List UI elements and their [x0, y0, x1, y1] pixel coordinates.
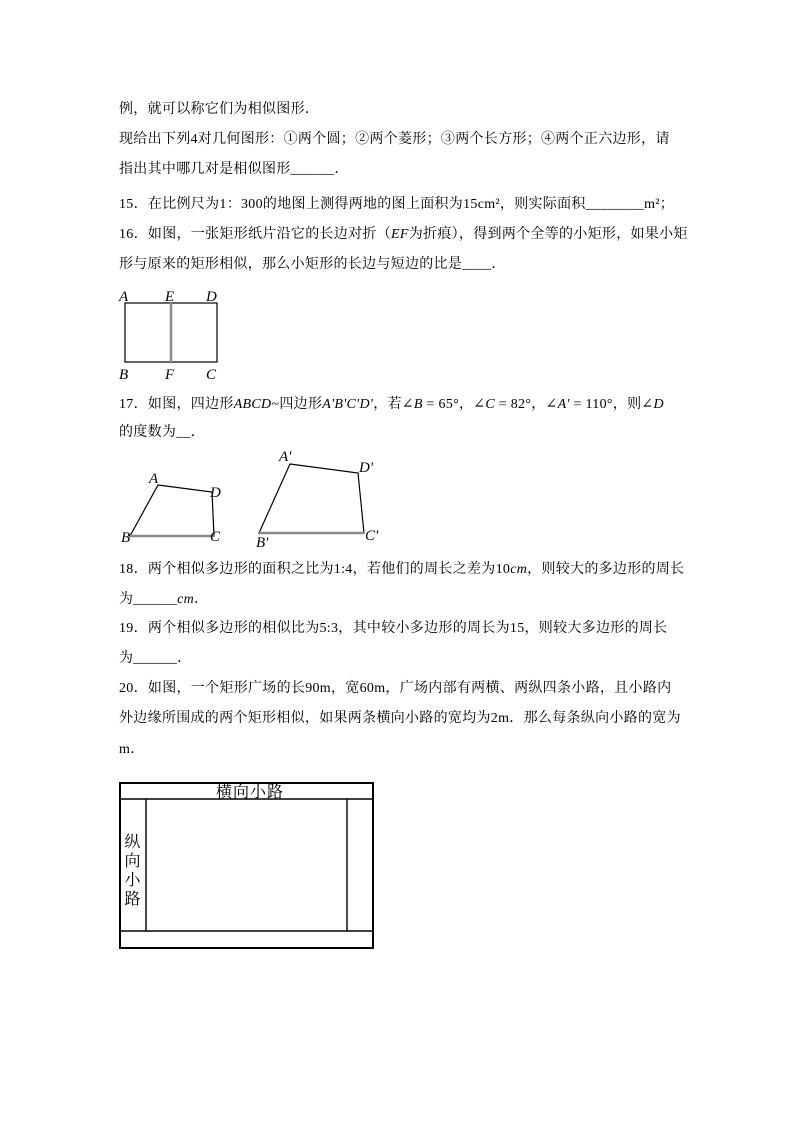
figure-q16-folded-rectangle [110, 283, 345, 391]
question-19-line-1 [119, 620, 679, 638]
vertical-path-label-char-4: 路 [124, 891, 142, 908]
figure-q17-similar-quadrilaterals [110, 445, 395, 557]
q19-text-b: 为______． [119, 651, 192, 666]
label-A: A [149, 471, 159, 487]
label-D: D [210, 485, 221, 501]
question-18-line-1 [119, 561, 685, 579]
q16-text-c: 形与原来的矩形相似，那么小矩形的长边与短边的比是____． [119, 257, 506, 272]
q17-math-angle-b: B [413, 397, 423, 412]
q17-math-angle-d: D [653, 397, 664, 412]
q17-text-a: 17．如图，四边形 [119, 397, 234, 412]
q17-text-e: = 82°，∠ [494, 397, 558, 412]
label-D-prime: D' [359, 460, 374, 476]
q18-math-cm-1: cm [510, 562, 528, 577]
intro-line-2 [119, 131, 679, 149]
q17-math-abcd-prime: A'B'C'D' [322, 397, 374, 412]
q17-text-d: = 65°，∠ [422, 397, 486, 412]
intro-line-1 [119, 101, 679, 119]
quad-abcd [130, 485, 214, 536]
label-C-prime: C' [365, 528, 379, 544]
q15-text: 15．在比例尺为1：300的地图上测得两地的图上面积为15cm²，则实际面积________m²； [119, 197, 675, 212]
q20-text-c: m． [119, 742, 145, 757]
question-17-line-1 [119, 396, 679, 414]
plaza-outer-rectangle [120, 783, 373, 948]
vertical-path-label-char-2: 向 [124, 853, 142, 870]
question-16-line-1 [119, 226, 688, 244]
q17-text-c: ，若∠ [373, 397, 414, 412]
question-16-line-2 [119, 256, 679, 274]
q18-math-cm-2: cm [177, 592, 195, 607]
q17-text-f: = 110°，则∠ [569, 397, 654, 412]
q16-math-ef: EF [391, 227, 409, 242]
question-19-line-2 [119, 650, 679, 668]
label-B: B [119, 367, 129, 383]
q17-math-angle-a-prime: A' [557, 397, 570, 412]
q18-text-c: 为______ [119, 592, 178, 607]
q17-math-abcd: ABCD [233, 397, 272, 412]
q17-math-angle-c: C [485, 397, 495, 412]
q16-text-a: 16．如图，一张矩形纸片沿它的长边对折（ [119, 227, 391, 242]
q18-text-d: ． [194, 592, 209, 607]
label-E: E [165, 289, 175, 305]
figure-q20-plaza-paths [110, 775, 400, 960]
q20-text-b: 外边缘所围成的两个矩形相似，如果两条横向小路的宽均为2m．那么每条纵向小路的宽为 [119, 711, 681, 726]
question-20-line-1 [119, 680, 679, 698]
label-B: B [121, 530, 131, 546]
quad-abcd-prime [259, 464, 364, 533]
question-20-line-2 [119, 710, 679, 728]
q17-text-b: ~四边形 [271, 397, 323, 412]
q20-text-a: 20．如图，一个矩形广场的长90m，宽60m，广场内部有两横、两纵四条小路，且小路内 [119, 681, 672, 696]
question-17-line-2 [119, 424, 679, 442]
label-D: D [206, 289, 217, 305]
question-18-line-2 [119, 591, 679, 609]
label-A-prime: A' [279, 449, 292, 465]
q18-text-b: ，则较大的多边形的周长 [527, 562, 685, 577]
label-F: F [165, 367, 175, 383]
label-C: C [206, 367, 217, 383]
question-20-line-3 [119, 741, 679, 759]
q16-text-b: 为折痕），得到两个全等的小矩形，如果小矩 [408, 227, 688, 242]
intro-line-3 [119, 161, 679, 179]
vertical-path-label-char-3: 小 [124, 872, 142, 889]
q19-text-a: 19．两个相似多边形的相似比为5:3，其中较小多边形的周长为15，则较大多边形的周长 [119, 621, 668, 636]
q17-text-g: 的度数为__． [119, 425, 206, 440]
label-B-prime: B' [256, 535, 269, 551]
intro-text-3: 指出其中哪几对是相似图形______． [119, 162, 349, 177]
question-15 [119, 196, 679, 214]
horizontal-path-label: 横向小路 [215, 784, 285, 801]
intro-text-1: 例，就可以称它们为相似图形． [119, 102, 320, 117]
label-C: C [210, 529, 221, 545]
q18-text-a: 18．两个相似多边形的面积之比为1:4，若他们的周长之差为10 [119, 562, 511, 577]
vertical-path-label-char-1: 纵 [124, 834, 142, 851]
intro-text-2: 现给出下列4对几何图形：①两个圆；②两个菱形；③两个长方形；④两个正六边形，请 [119, 132, 670, 147]
label-A: A [119, 289, 129, 305]
